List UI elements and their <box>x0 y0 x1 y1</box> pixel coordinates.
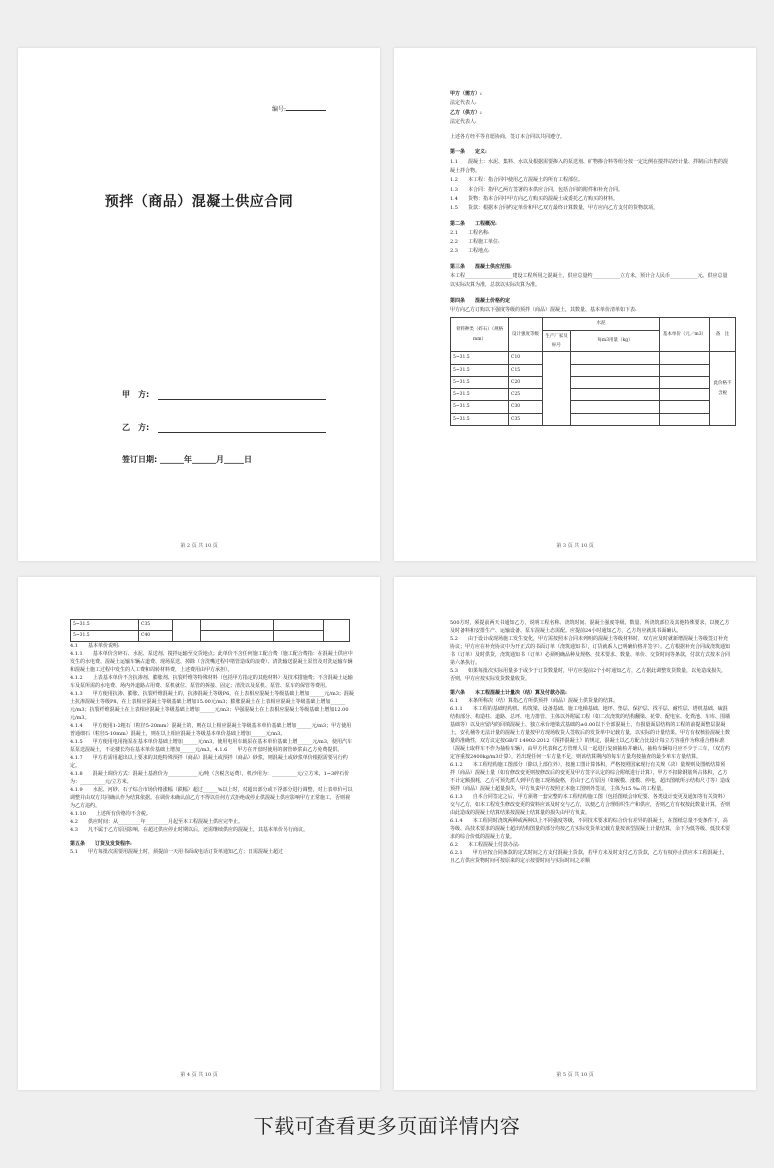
cell-grade: C35 <box>139 620 173 631</box>
cell-price <box>660 389 710 401</box>
clause-paragraph: 4.2 供应时间：从_________年_________月起至本工程混凝土供应完毕止。 <box>70 819 243 825</box>
contract-page-4 <box>18 577 380 1090</box>
cell-usage <box>571 413 660 425</box>
clause-paragraph: 4.1.4 甲方使用1-2粗石（粒径5-20mm）混凝土的，则在以上相应混凝土等级基本单价基础上增加______元/m3；甲方使用普通细石（粒径5-10mm）混凝土，则在以上相应混凝土等级基本单价基础上增加______元/m3。 <box>70 723 352 737</box>
page-number: 第 3 页 共 10 页 <box>556 543 594 549</box>
clause-paragraph: 4.1.8 混凝土调价方式：混凝土基准价为____________元/吨（含税含运费），机沙用为：__________元/立方米，1~3碎石价为：__________元/立方米。 <box>70 771 350 785</box>
cell-gravel: 5~31.5 <box>451 401 509 413</box>
table-row <box>71 631 350 642</box>
table-row <box>451 401 736 413</box>
cell-gravel: 5~31.5 <box>71 620 139 631</box>
article-5-title: 第五条 订货及发货程序: <box>70 841 132 847</box>
clause-paragraph: 4.1.7 甲方若需用超出以上要求的其他特殊预拌（商品）混凝土或预拌（商品）砂浆，则混凝土或砂浆单价根据需要另行约定。 <box>70 755 348 769</box>
clause-paragraph: 6.2 本工程混凝土付款办法: <box>450 842 520 848</box>
download-prompt[interactable]: 下载可查看更多页面详情内容 <box>253 1114 521 1138</box>
contract-cover-page <box>18 48 380 561</box>
article-1-item: 1.3 本合同：指甲乙两方签署的本供应合同，包括合同的附件和补充合同。 <box>450 186 623 193</box>
cell-usage <box>571 352 660 364</box>
cell-usage <box>201 620 274 631</box>
clause-paragraph: 6.2.1 甲方应按合同条款的定式时间之方支付混凝土货款，若甲方未及时支付乙方货款，乙方有权停止供应本工程混凝土，且乙方供应货物时间可按原来的定示按要时间与实际时间之差顺 <box>450 850 728 864</box>
party-b-rep: 法定代表人: <box>450 118 477 125</box>
cell-note <box>324 620 350 642</box>
cell-price <box>274 620 324 631</box>
cell-price <box>660 401 710 413</box>
clause-paragraph: 6.1.3 自本合同签定之后，甲方须将一套完整的本工程结构施工图（包括图纸会审纪要、各类设计变更及通知等有关资料）交与乙方，如本工程发生修改变更的资料应该及时交与乙方，以便乙方合理组织生产和供应，否则乙方有权按此数量计算，否则由此造成的混凝土结算结果按混凝土结算量的损失由甲方负责。 <box>450 794 731 816</box>
contract-number <box>272 104 326 113</box>
clause-paragraph: 4.1.9 水泥、河砂、石子综合市场价格涨幅（跌幅）超过______%以上时，对超出部分或下浮部分进行调整，对上表单价可以调整并由双方共同确认作为结算依据。在调价未确认前乙方不得以任何方式拒绝或停止供混凝土供应影响甲方正常施工，否则视为乙方违约。 <box>70 787 353 809</box>
page-number: 第 2 页 共 10 页 <box>180 543 218 549</box>
article-6-title: 第六条 本工程混凝土计量决（结）算及付款办法: <box>450 690 567 696</box>
cell-grade: C20 <box>509 376 543 388</box>
party-b-label: 乙 方: <box>122 423 150 432</box>
col-grade: 设计强度等级 <box>509 318 543 352</box>
article-2-item: 2.3 工程地点: <box>450 248 490 255</box>
clause-paragraph: 6.1 本条所称决（结）算指乙方所供预拌（商品）混凝土供货量的结算。 <box>450 698 618 704</box>
party-b-header: 乙方（供方）: <box>450 109 482 116</box>
clause-paragraph: 6.1.4 本工程同时浇筑两种或两种以上不同强度等级、不同技术要求的综合价有差异的混凝土，在图纸总量不变条件下，高等级、高技术要求的混凝土超出结构图量的部分均按乙方实际发货单记载方量按该型混凝土计量结算，余下为低等级、低技术要求的综合价低的混凝土方量。 <box>450 818 731 840</box>
clause-paragraph: 6.1.2 本工程结构施工图部分（除以上部位外），按施工图计算体积，严格按照国家现行有关规（决）量规则及图纸结算预拌（商品）混凝土量（如有修改变更则按修改后的变更及甲方签字认定的综合附纸进行计算），甲方不扣除钢筋所占体积，乙方不计定额损耗，乙方可预先派人到甲方施工现场旋格，若由于乙方原因（如履模、涨模、停电，超出图纸所示结构尺寸等）造成预拌（商品）混凝土超量损失，甲方负责甲方按照正本施工图则外签证，主体为15 ‰ 的工程量。 <box>450 762 731 792</box>
contract-title: 预拌（商品）混凝土供应合同 <box>104 194 294 210</box>
cell-usage <box>571 389 660 401</box>
cell-price <box>660 413 710 425</box>
cell-usage <box>201 631 274 642</box>
cell-maker <box>543 352 571 426</box>
col-price: 基本单价（元／m3） <box>660 318 710 352</box>
cell-grade: C25 <box>509 389 543 401</box>
article-4-title: 第四条 混凝土价格约定 <box>450 297 511 304</box>
clause-paragraph: 4.1.1 基本单价含碎石、水泥、泵送剂、搅拌运输至交货地点；此单价不含任何施工配合费（施工配合费指：在混凝土供应中发生的水电费、混凝土运输车辆占道费、现场泵送、掉除（含洗嘴过程中堵管造成的浪费）、清洗输送混凝土泵管及对洗运输车辆和混凝土施工过程中发生的人工费和周转材料费，上述费用由甲方承担）。 <box>70 651 353 673</box>
table-row <box>71 620 350 631</box>
sign-date: 签订日期: ______年______月_____日 <box>122 455 252 464</box>
cell-gravel: 5~31.5 <box>71 631 139 642</box>
price-table-continued <box>70 619 350 642</box>
article-1-item: 1.5 货款：根据本合同约定单价和甲乙双方最终计算数量，甲方应向乙方支付的货物款项。 <box>450 205 658 212</box>
cell-gravel: 5~31.5 <box>451 376 509 388</box>
cell-note: 此价格不含税 <box>710 352 736 426</box>
contract-number-label: 编号: <box>271 106 286 113</box>
cell-gravel: 5~31.5 <box>451 413 509 425</box>
cell-price <box>660 352 710 364</box>
party-a-label: 甲 方: <box>122 390 150 399</box>
clause-paragraph: 4.1.10 上述所有价格均不含税。 <box>70 811 151 817</box>
cell-usage <box>571 364 660 376</box>
article-1-title: 第一条 定义: <box>450 149 487 156</box>
article-4-text: 甲方向乙方订购以下强度等级的预拌（商品）混凝土，其数量、基本单价清单如下表: <box>450 306 637 313</box>
party-b-blank <box>158 432 326 433</box>
cell-price <box>274 631 324 642</box>
watermark <box>50 348 74 377</box>
article-2-item: 2.2 工程施工单位: <box>450 239 500 246</box>
cell-maker <box>173 620 201 642</box>
contract-page-3 <box>394 48 756 561</box>
clause-paragraph: 4.1.2 上表基本单价不含抗渗剂、膨胀剂、抗裂纤维等特殊材料（包括甲方指定的其他材料）及技术措施费；不含混凝土运输车及泵所需的水电费、场内外道路占用费、泵机就位、泵管的拆接、固定；清洗以及泵机、泵管、泵车的保管等费用。 <box>70 675 353 689</box>
article-3-text: 本工程___________________建设工程所用之混凝土，供应总量约___________立方米，预计合人民币___________元。供应总量以实际决算为准，总款以实际决算为准。 <box>450 273 728 289</box>
cell-gravel: 5~31.5 <box>451 389 509 401</box>
table-row <box>451 352 736 364</box>
clause-paragraph: 4.1.5 甲方使用电用拖泵在基本单价基础上增加______元/m3，使用电用车载泵在基本单价基础上增______元/m3，使用汽车泵泵送混凝土，不论楼长均在基本单价基础上增加______元/m3。4.1.6 甲方在开盘时使用的润管砂浆由乙方免费提供。 <box>70 739 352 753</box>
cell-price <box>660 376 710 388</box>
col-gravel: 骨料种类（碎石）（规格 mm） <box>451 318 509 352</box>
clause-paragraph: 500方时，须提前两天书通知乙方，说明工程名称、浇筑时间、混凝土强度等级、数量、所浇筑部位及其他特殊要求，以便乙方及时备料和安排生产、运输设备、泵车混凝土态需配。应提前24小时通知乙方，乙方均应就其书面确认。 <box>450 620 730 634</box>
cell-usage <box>571 401 660 413</box>
col-note: 备 注 <box>710 318 736 352</box>
page-number: 第 5 页 共 10 页 <box>556 1072 594 1078</box>
table-row <box>451 376 736 388</box>
page-number: 第 4 页 共 10 页 <box>180 1072 218 1078</box>
clause-paragraph: 4.1.3 甲方使用抗渗、膨胀、抗裂纤维混凝土的，抗渗混凝土等级P6，在上表相应混凝土等级基础上增加______元/m3；混凝土抗渗混凝土等级P8，在上表相应混凝土等级基础上增加15.00元/m3；膨胀混凝土在上表相应混凝土等级基础上增加______元/m3；抗裂纤维混凝土在上表相应混凝土等级基础上增加______元/m3；早强混凝土在上表相应混凝土等级基础上增加12.00元/m3。 <box>70 691 354 721</box>
clause-paragraph: 5.2 由于设计或现场施工发生变化，甲方需按照本合同未列明的混凝土等级材料时，双方应及时就新增混凝土等级签订补充协议；甲方应在补充协议中为开正式的书面订单（浇筑通知书），订货就系人已明确价格并签字）。乙方根据补充合同或浇筑通知书（订单）及时供货，浇筑通知书（订单）必须明确品种及规格、技术要求、数量、单价、交货时间等条款，付款方式按本合同第六条执行。 <box>450 636 731 666</box>
article-5-text: 5.1 甲方每批次需要用混凝土时，须提前一天用书面或电话订货单通知乙方；日需混凝土超过 <box>70 849 283 855</box>
party-a-blank <box>158 399 326 400</box>
cell-grade: C35 <box>509 413 543 425</box>
party-a-rep: 法定代表人: <box>450 100 477 107</box>
clause-paragraph: 5.3 如果每批次实际用量多于或少于订货数量时，甲方应提前2个小时通知乙方，乙方据此调整发货数量，以免造成损失，否则，甲方应按实际发货数量收货。 <box>450 668 727 682</box>
table-row <box>451 389 736 401</box>
cell-gravel: 5~31.5 <box>451 352 509 364</box>
article-1-item: 1.1 混凝土：水泥、集料、水以及根据需要掺入的泵送剂、矿物掺合料等组分按一定比例在搅拌站经计量、拌制后出售的混凝土拌合物。 <box>450 158 728 175</box>
cell-grade: C40 <box>139 631 173 642</box>
article-1-item: 1.4 货物：指本合同中甲方向乙方购买的混凝土或委托乙方购买的材料。 <box>450 195 618 202</box>
cell-grade: C30 <box>509 401 543 413</box>
cell-gravel: 5~31.5 <box>451 364 509 376</box>
col-usage: 每m3用量（kg） <box>571 330 660 352</box>
article-2-item: 2.1 工程名称: <box>450 229 490 236</box>
article-3-title: 第三条 混凝土供应范围: <box>450 263 512 270</box>
intro-text: 上述各方经平等自愿协商，签订本合同以共同遵守。 <box>450 134 566 141</box>
col-cement: 水泥 <box>543 318 660 330</box>
price-table <box>450 317 736 426</box>
col-maker: 生产厂家及标号 <box>543 330 571 352</box>
contract-page-5 <box>394 577 756 1090</box>
cell-grade: C10 <box>509 352 543 364</box>
clause-paragraph: 4.3 凡不属于乙方原因影响，在超过供应停止时期以后，还需继续供应的混凝土，其基本单价另行商议。 <box>70 827 308 833</box>
cell-usage <box>571 376 660 388</box>
clause-paragraph: 6.1.1 本工程的基础结构机、构筑梁、设备基础、施工电梯基础、地坪、垫层、保护层、找平层、耐性层、塔机基础、硫混结构部分、构造柱、道路、总坪、电力排管、主体以外附属工程（如二次浇筑的结构翻梁、花带、配电室、化粪池、车库、围墙基础等）以及应留内的回填混凝土、独立承台地梁式基础的±0.00以下全部混凝土，有损量面层结构的工程的前提面整层混凝土，安孔桶等无法计量的混凝土方量按甲方现场收货人签收后的发货单中记载方量，以实际的计量结果。甲方有权核验混凝土数量的准确性，双方议定按GB/T 14902-2012《预拌混凝土》的规定，混凝土以乙方配合比设计每立方容重作为称重合格标准（混凝土取样车不作为抽检车辆），由甲方代表和乙方管理人员一起进行复磅抽检并确认，抽检车辆每月应不少于三车，（双方约定容重按2400kg/m3计算），若出现任何一车方量不足，则该结算期内的每车方量均按抽查的最少单车方量结算。 <box>450 706 731 760</box>
party-a-header: 甲方（需方）: <box>450 91 482 97</box>
article-1-item: 1.2 本工程：指合同中使用乙方混凝土的所有工程部位。 <box>450 177 583 184</box>
clause-paragraph: 4.1 基本单价说明: <box>70 643 120 649</box>
cell-price <box>660 364 710 376</box>
table-row <box>451 413 736 425</box>
table-row <box>451 364 736 376</box>
cell-grade: C15 <box>509 364 543 376</box>
article-2-title: 第二条 工程概况: <box>450 220 497 227</box>
